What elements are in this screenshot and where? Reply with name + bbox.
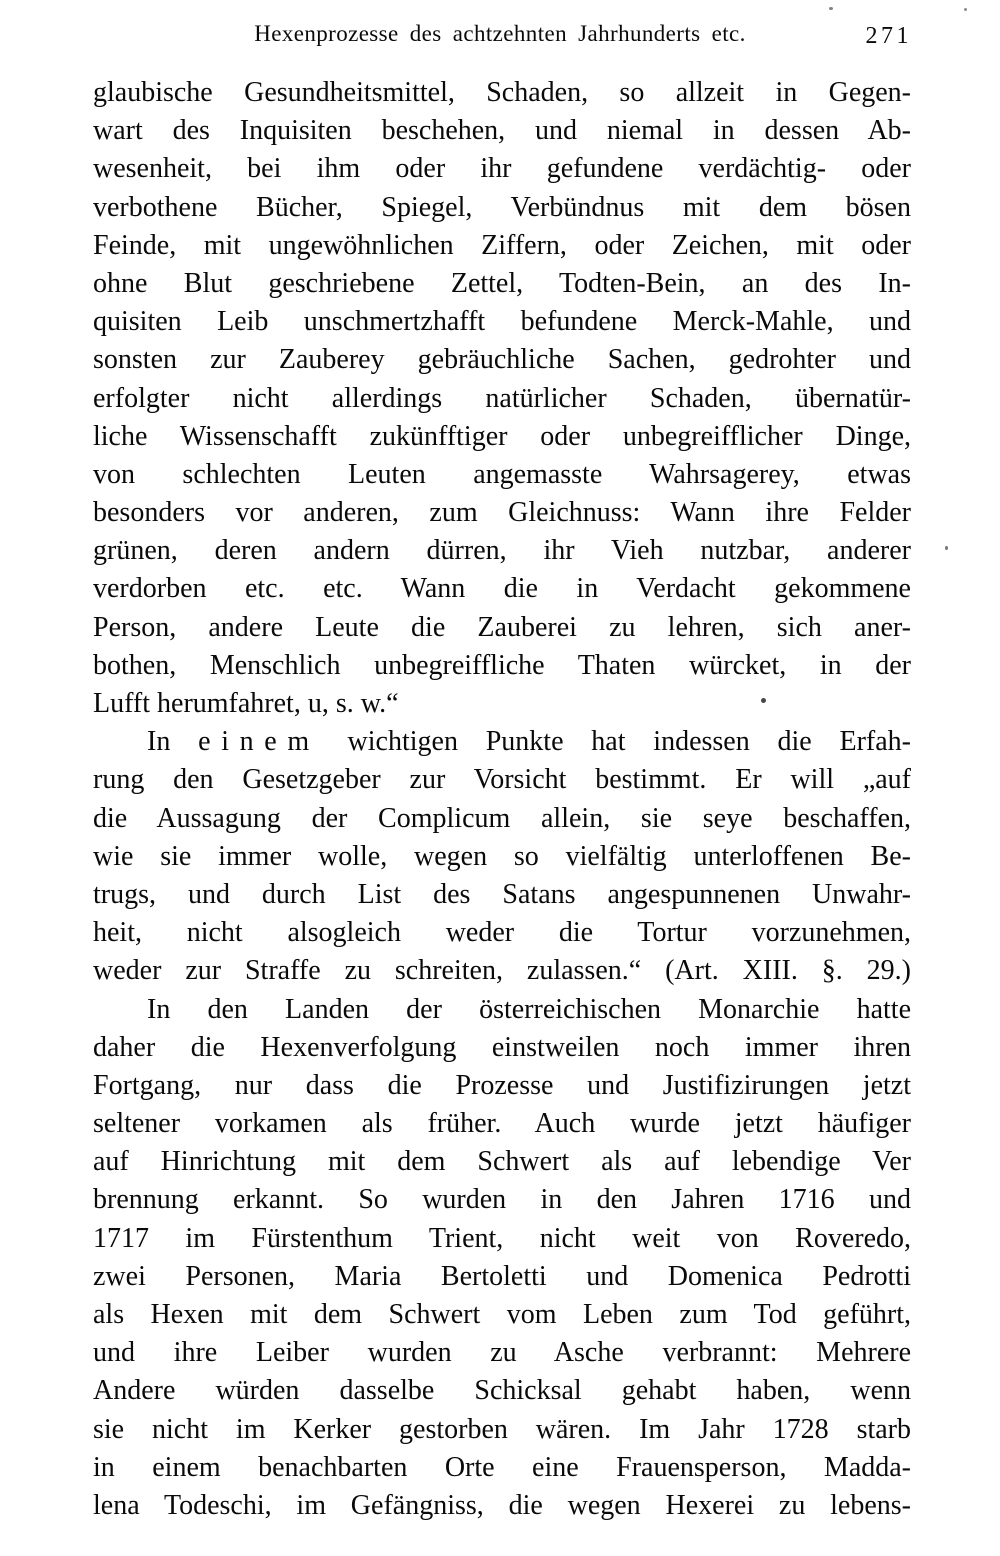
text-line: daher die Hexenverfolgung einstweilen noch immer ihren [93, 1031, 911, 1063]
text-line: lena Todeschi, im Gefängniss, die wegen Hexerei zu lebens- [93, 1489, 911, 1521]
text-line: Person, andere Leute die Zauberei zu lehren, sich aner- [93, 611, 911, 643]
text-line: liche Wissenschafft zukünfftiger oder unbegreifflicher Dinge, [93, 420, 911, 452]
text-line: trugs, und durch List des Satans angespunnenen Unwahr- [93, 878, 911, 910]
text-line: sie nicht im Kerker gestorben wären. Im Jahr 1728 starb [93, 1413, 911, 1445]
page-header [0, 21, 1000, 55]
text-line: sonsten zur Zauberey gebräuchliche Sachen, gedrohter und [93, 344, 911, 376]
text-line: wesenheit, bei ihm oder ihr gefundene verdächtig- oder [93, 153, 911, 185]
text-line: 1717 im Fürstenthum Trient, nicht weit von Roveredo, [93, 1222, 911, 1254]
text-line: auf Hinrichtung mit dem Schwert als auf lebendige Ver [93, 1146, 911, 1178]
running-title: Hexenprozesse des achtzehnten Jahrhunderts etc. [254, 21, 746, 46]
text-line: rung den Gesetzgeber zur Vorsicht bestimmt. Er will „auf [93, 764, 911, 796]
text-line: In den Landen der österreichischen Monarchie hatte [147, 993, 911, 1025]
text-line: in einem benachbarten Orte eine Frauensperson, Madda- [93, 1451, 911, 1483]
text-line: ohne Blut geschriebene Zettel, Todten-Bein, an des In- [93, 267, 911, 299]
paragraph [93, 74, 911, 723]
paragraph [93, 723, 911, 990]
text-segment: In [147, 726, 199, 758]
text-line: wart des Inquisiten beschehen, und niemal in dessen Ab- [93, 115, 911, 147]
text-line [93, 723, 911, 761]
scan-speck [829, 7, 833, 10]
scan-speck [964, 8, 967, 11]
text-line: zwei Personen, Maria Bertoletti und Domenica Pedrotti [93, 1260, 911, 1292]
scan-speck [761, 698, 766, 703]
scan-speck [945, 546, 948, 550]
text-line: weder zur Straffe zu schreiten, zulassen.“ (Art. XIII. §. 29.) [93, 955, 911, 987]
text-line: die Aussagung der Complicum allein, sie seye beschaffen, [93, 802, 911, 834]
text-line: bothen, Menschlich unbegreiffliche Thaten würcket, in der [93, 649, 911, 681]
emphasized-word: einem [198, 726, 320, 758]
text-line: erfolgter nicht allerdings natürlicher Schaden, übernatür- [93, 382, 911, 414]
text-line: brennung erkannt. So wurden in den Jahren 1716 und [93, 1184, 911, 1216]
text-line: verdorben etc. etc. Wann die in Verdacht gekommene [93, 573, 911, 605]
text-line: verbothene Bücher, Spiegel, Verbündnus mit dem bösen [93, 191, 911, 223]
page-number: 271 [865, 23, 912, 49]
text-line: wie sie immer wolle, wegen so vielfältig unterloffenen Be- [93, 840, 911, 872]
text-line: und ihre Leiber wurden zu Asche verbrannt: Mehrere [93, 1337, 911, 1369]
text-line: Lufft herumfahret, u, s. w.“ [93, 688, 399, 719]
text-block [93, 74, 911, 1525]
text-line: Fortgang, nur dass die Prozesse und Justifizirungen jetzt [93, 1069, 911, 1101]
text-line: glaubische Gesundheitsmittel, Schaden, so allzeit in Gegen- [93, 77, 911, 108]
text-line: als Hexen mit dem Schwert vom Leben zum Tod geführt, [93, 1299, 911, 1330]
text-line: Feinde, mit ungewöhnlichen Ziffern, oder Zeichen, mit oder [93, 229, 911, 261]
text-line: seltener vorkamen als früher. Auch wurde jetzt häufiger [93, 1108, 911, 1140]
text-line: quisiten Leib unschmertzhafft befundene Merck-Mahle, und [93, 306, 911, 338]
paragraph [93, 991, 911, 1526]
text-line: heit, nicht alsogleich weder die Tortur vorzunehmen, [93, 917, 911, 949]
text-line: besonders vor anderen, zum Gleichnuss: Wann ihre Felder [93, 497, 911, 529]
text-segment: wichtigen Punkte hat indessen die Erfah- [319, 726, 911, 758]
text-line: von schlechten Leuten angemasste Wahrsagerey, etwas [93, 458, 911, 490]
text-line: Andere würden dasselbe Schicksal gehabt haben, wenn [93, 1375, 911, 1407]
text-line: grünen, deren andern dürren, ihr Vieh nutzbar, anderer [93, 535, 911, 567]
